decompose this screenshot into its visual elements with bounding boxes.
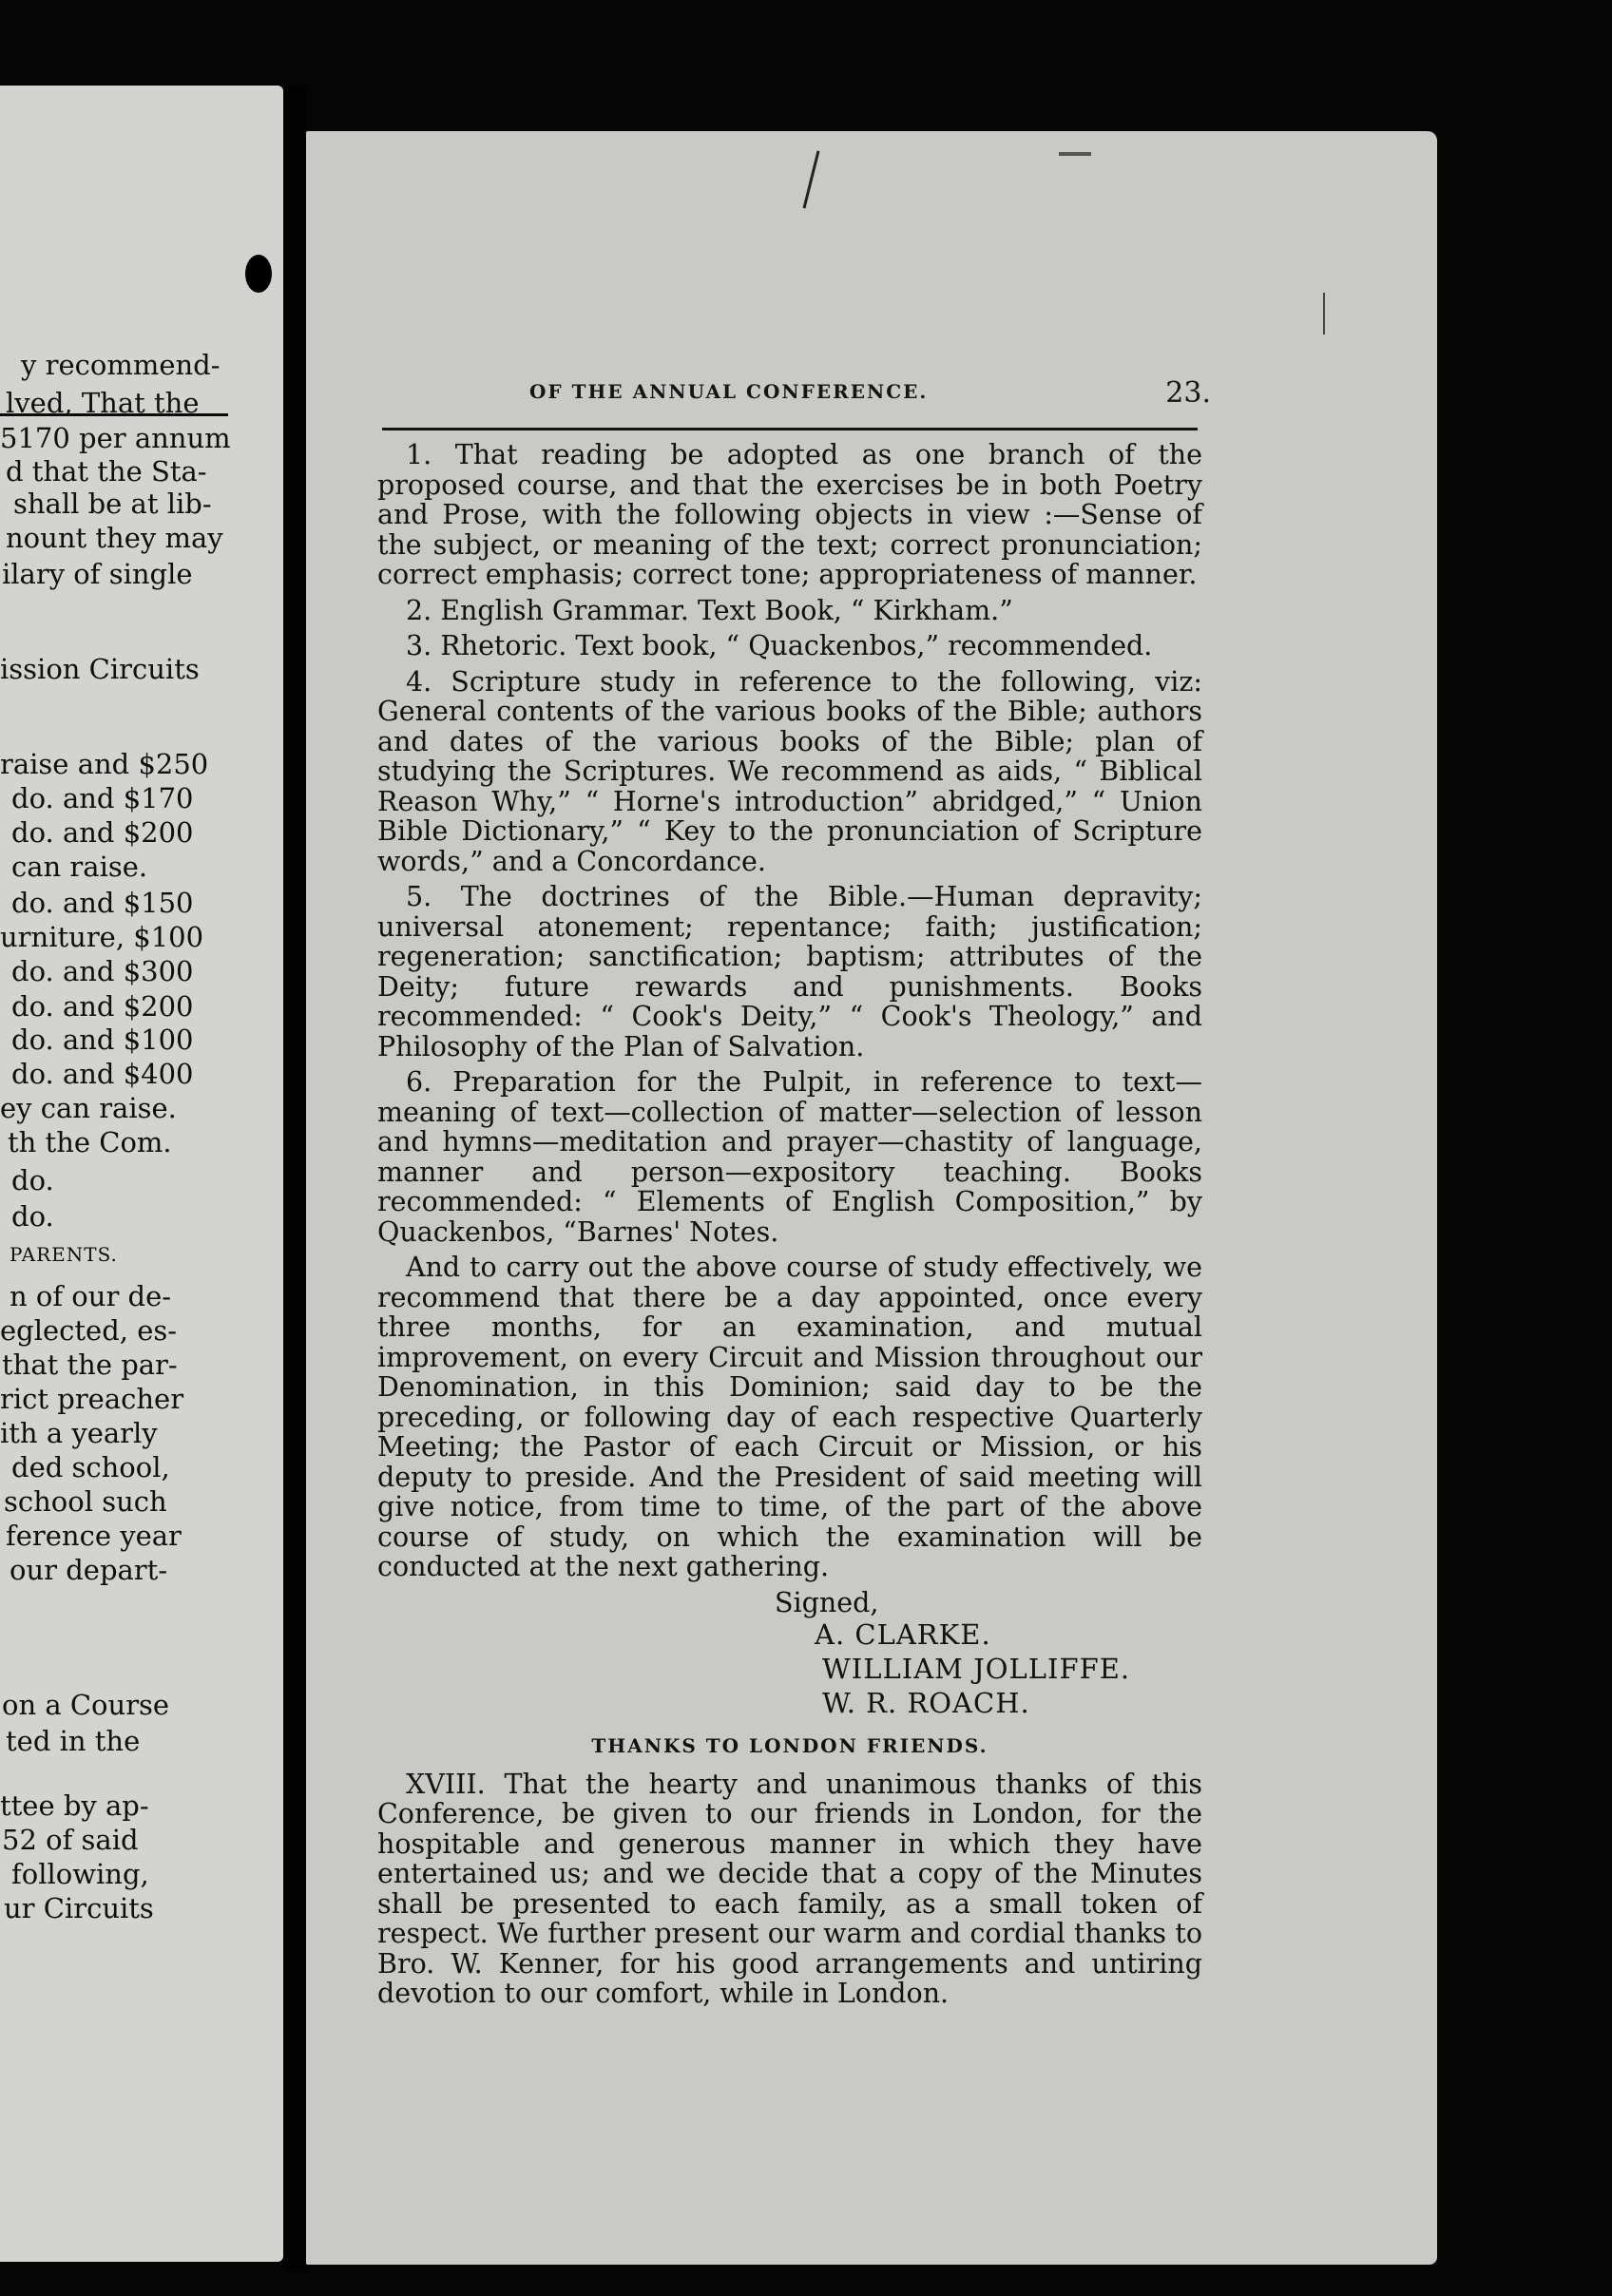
left-page-line: ted in the: [6, 1725, 141, 1757]
left-page-line: raise and $250: [0, 748, 209, 780]
signatory: A. CLARKE.: [815, 1618, 991, 1651]
left-page-line: ur Circuits: [4, 1892, 154, 1924]
left-page-line: our depart-: [10, 1554, 168, 1586]
page-content: [306, 131, 1437, 2265]
page-number: 23.: [1165, 376, 1211, 410]
left-page-line: rict preacher: [0, 1383, 184, 1415]
paragraph: 3. Rhetoric. Text book, “ Quackenbos,” recommended.: [406, 630, 1153, 661]
left-page-line: ference year: [6, 1520, 182, 1552]
left-page-line: ission Circuits: [0, 653, 200, 685]
left-page-line: do. and $150: [11, 887, 194, 919]
signed-label: Signed,: [775, 1586, 879, 1618]
left-page-line: ded school,: [11, 1451, 170, 1483]
left-page-line: do. and $100: [11, 1024, 194, 1056]
left-page-line: d that the Sta-: [6, 455, 207, 488]
left-page-line: do. and $200: [11, 990, 194, 1023]
left-page-line: do. and $200: [11, 816, 194, 849]
left-page-line: ith a yearly: [0, 1417, 158, 1449]
left-page-line: that the par-: [2, 1349, 178, 1381]
left-page-line: lved, That the: [6, 387, 200, 419]
left-page-line: shall be at lib-: [13, 488, 212, 520]
paragraph: 4. Scripture study in reference to the following, viz: General contents of the various books of the Bible; authors and dates of the various books of the Bible; plan of studying the Scriptures. We recommend as aids, “ Biblical Reason Why,” “ Horne's introduction” abridged,” “ Union Bible Dictionary,” “ Key to the pronunciation of Scripture words,” and a Concordance.: [377, 665, 1202, 877]
left-page: [0, 86, 283, 2262]
left-page-line: school such: [4, 1485, 167, 1518]
section-paragraph: XVIII. That the hearty and unanimous thanks of this Conference, be given to our friends in London, for the hospitable and generous manner in which they have entertained us; and we decide that a copy of the Minutes shall be presented to each family, as a small token of respect. We further present our warm and cordial thanks to Bro. W. Kenner, for his good arrangements and untiring devotion to our comfort, while in London.: [377, 1768, 1202, 2009]
signatory: W. R. ROACH.: [822, 1687, 1030, 1719]
left-page-line: do.: [11, 1200, 54, 1233]
left-page-line: ttee by ap-: [0, 1789, 149, 1822]
running-title: OF THE ANNUAL CONFERENCE.: [529, 380, 929, 403]
header-rule: [382, 428, 1198, 430]
section-heading: THANKS TO LONDON FRIENDS.: [591, 1734, 988, 1757]
paragraph: 2. English Grammar. Text Book, “ Kirkham.”: [406, 594, 1013, 626]
paragraph: 1. That reading be adopted as one branch of the proposed course, and that the exercises be in both Poetry and Prose, with the following objects in view :—Sense of the subject, or meaning of the text; correct pronunciation; correct emphasis; correct tone; appropriateness of manner.: [377, 439, 1202, 590]
left-page-line: nount they may: [6, 522, 223, 554]
left-page-line: do.: [11, 1164, 54, 1196]
left-page-line: 5170 per annum: [0, 422, 231, 454]
left-page-line: PARENTS.: [10, 1243, 118, 1266]
left-page-line: th the Com.: [8, 1126, 172, 1158]
left-page-line: following,: [11, 1858, 149, 1890]
left-page-line: on a Course: [2, 1689, 170, 1721]
paragraph: 5. The doctrines of the Bible.—Human depravity; universal atonement; repentance; faith; justification; regeneration; sanctification; baptism; attributes of the Deity; future rewards and punishments. Books recommended: “ Cook's Deity,” “ Cook's Theology,” and Philosophy of the Plan of Salvation.: [377, 881, 1202, 1062]
left-page-line: ilary of single: [2, 558, 193, 590]
left-page-line: do. and $170: [11, 782, 194, 814]
left-page-line: y recommend-: [21, 349, 221, 381]
paragraph: 6. Preparation for the Pulpit, in reference to text—meaning of text—collection of matter—selection of lesson and hymns—meditation and prayer—chastity of language, manner and person—expository teaching. Books recommended: “ Elements of English Composition,” by Quackenbos, “Barnes' Notes.: [377, 1066, 1202, 1248]
page-header: [382, 376, 1211, 414]
left-page-line: 52 of said: [2, 1824, 139, 1856]
left-page-line: urniture, $100: [0, 921, 204, 953]
left-page-line: do. and $400: [11, 1058, 194, 1090]
book-spine: [283, 86, 306, 2271]
left-page-line: can raise.: [11, 851, 148, 883]
ink-blot: [245, 255, 272, 293]
left-page-line: eglected, es-: [0, 1314, 178, 1347]
signatory: WILLIAM JOLLIFFE.: [822, 1653, 1131, 1685]
left-page-line: do. and $300: [11, 955, 194, 987]
paragraph: And to carry out the above course of study effectively, we recommend that there be a day appointed, once every three months, for an examination, and mutual improvement, on every Circuit and Mission throughout our Denomination, in this Dominion; said day to be the preceding, or following day of each respective Quarterly Meeting; the Pastor of each Circuit or Mission, or his deputy to preside. And the President of said meeting will give notice, from time to time, of the part of the above course of study, on which the examination will be conducted at the next gathering.: [377, 1252, 1202, 1582]
body-text: [377, 440, 1202, 2015]
left-page-line: ey can raise.: [0, 1092, 177, 1124]
left-page-line: n of our de-: [10, 1280, 172, 1312]
